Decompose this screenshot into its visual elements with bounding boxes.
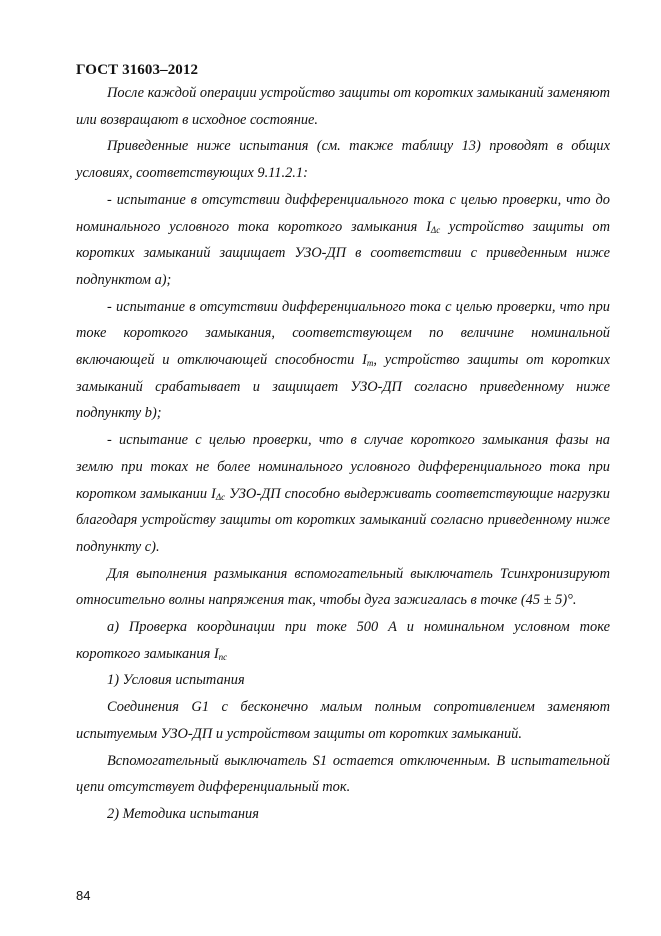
paragraph-text: а) Проверка координации при токе 500 А и номинальном условном токе короткого замыкания I: [76, 619, 610, 662]
paragraph: После каждой операции устройство защиты от коротких замыканий заменяют или возвращают в исходное состояние.: [76, 85, 610, 128]
paragraph-text: УЗО-ДП способно выдерживать соответствующие нагрузки благодаря устройству защиты от коротких замыканий согласно приведенному ниже подпункту с).: [76, 485, 610, 555]
subscript: т: [366, 358, 374, 369]
subscript: nc: [218, 651, 228, 662]
paragraph-text: , устройство защиты от коротких замыканий срабатывает и защищает УЗО-ДП согласно приведенному ниже подпункту b);: [76, 352, 610, 422]
subscript: Δc: [430, 224, 441, 235]
subsection-heading: [76, 614, 610, 667]
list-item: [76, 294, 610, 428]
paragraph-text: устройство защиты от коротких замыканий защищает УЗО-ДП в соответствии с приведенным ниже подпунктом а);: [76, 218, 610, 288]
paragraph-text: - испытание в отсутствии дифференциального тока с целью проверки, что до номинального условного тока короткого замыкания I: [76, 191, 610, 235]
paragraph-text: - испытание в отсутствии дифференциального тока с целью проверки, что при токе короткого замыкания, соответствующем по величине номинальной включающей и отключающей способности I: [76, 298, 610, 369]
document-header: ГОСТ 31603–2012: [76, 62, 199, 78]
page-number: 84: [76, 888, 91, 903]
subsection-heading: 2) Методика испытания: [107, 805, 259, 822]
list-item: [76, 427, 610, 561]
subsection-heading: 1) Условия испытания: [107, 672, 245, 689]
paragraph-text: - испытание с целью проверки, что в случае короткого замыкания фазы на землю при токах не более номинального условного дифференциального тока при коротком замыкании I: [76, 432, 610, 502]
document-body: [76, 80, 610, 828]
paragraph: Соединения G1 с бесконечно малым полным сопротивлением заменяют испытуемым УЗО-ДП и устройством защиты от коротких замыканий.: [76, 699, 610, 742]
list-item: [76, 187, 610, 294]
paragraph: Вспомогательный выключатель S1 остается отключенным. В испытательной цепи отсутствует дифференциальный ток.: [76, 752, 610, 796]
paragraph: Для выполнения размыкания вспомогательный выключатель Тсинхронизируют относительно волны напряжения так, чтобы дуга зажигалась в точке (45 ± 5)°.: [76, 565, 610, 609]
paragraph: Приведенные ниже испытания (см. также таблицу 13) проводят в общих условиях, соответствующих 9.11.2.1:: [76, 138, 610, 182]
subscript: Δc: [215, 491, 226, 502]
